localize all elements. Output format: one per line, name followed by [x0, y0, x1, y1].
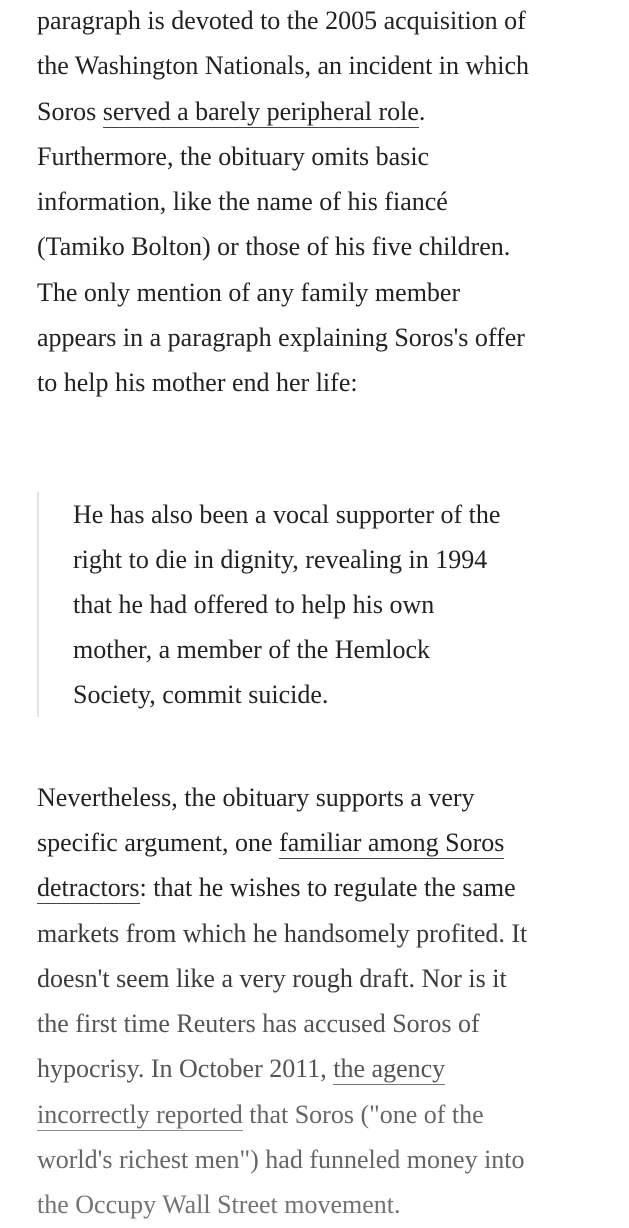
text-line: The only mention of any family member: [37, 277, 461, 307]
text-line: the first time Reuters has accused Soros of: [37, 1009, 480, 1039]
link-peripheral-role[interactable]: served a barely peripheral role: [102, 96, 419, 126]
text-fragment: that Soros ("one of the: [242, 1099, 484, 1129]
text-fragment: .: [418, 96, 426, 126]
quote-line: right to die in dignity, revealing in 1994: [73, 544, 488, 574]
blockquote-obituary-excerpt: [37, 492, 557, 717]
text-line: appears in a paragraph explaining Soros's offer: [37, 323, 525, 353]
text-line: markets from which he handsomely profited. It: [37, 918, 528, 948]
text-line: Nevertheless, the obituary supports a very: [37, 782, 475, 812]
text-line-with-link: [37, 820, 597, 865]
link-agency-incorrectly-reported[interactable]: the agency: [333, 1054, 446, 1084]
text-line-with-link: [37, 89, 597, 134]
paragraph-hypocrisy-argument: [37, 775, 597, 1228]
text-line: Furthermore, the obituary omits basic: [37, 141, 430, 171]
quote-text: [73, 492, 557, 717]
text-line: (Tamiko Bolton) or those of his five children.: [37, 232, 511, 262]
text-fragment: : that he wishes to regulate the same: [139, 873, 516, 903]
text-line-with-link: [37, 1046, 597, 1091]
link-familiar-among-soros-detractors[interactable]: familiar among Soros: [279, 827, 505, 857]
text-line-with-link: [37, 865, 597, 910]
text-line: to help his mother end her life:: [37, 368, 358, 398]
text-line: information, like the name of his fiancé: [37, 187, 448, 217]
quote-line: mother, a member of the Hemlock: [73, 634, 431, 664]
quote-line: Society, commit suicide.: [73, 679, 329, 709]
text-line: doesn't seem like a very rough draft. Nor is it: [37, 963, 507, 993]
text-line: the Occupy Wall Street movement.: [37, 1190, 401, 1220]
article-body: [37, 0, 597, 1228]
text-line: world's richest men") had funneled money into: [37, 1145, 525, 1175]
link-agency-incorrectly-reported-cont[interactable]: incorrectly reported: [37, 1099, 243, 1129]
quote-line: that he had offered to help his own: [73, 589, 435, 619]
quote-line: He has also been a vocal supporter of the: [73, 499, 501, 529]
text-line-with-link: [37, 1092, 597, 1137]
text-fragment: specific argument, one: [37, 827, 280, 857]
text-line: the Washington Nationals, an incident in which: [37, 51, 530, 81]
text-line: paragraph is devoted to the 2005 acquisition of: [37, 6, 526, 35]
text-fragment: hypocrisy. In October 2011,: [37, 1054, 334, 1084]
paragraph-obituary-critique: [37, 0, 597, 406]
text-fragment: Soros: [37, 96, 103, 126]
link-familiar-among-soros-detractors-cont[interactable]: detractors: [37, 873, 140, 903]
